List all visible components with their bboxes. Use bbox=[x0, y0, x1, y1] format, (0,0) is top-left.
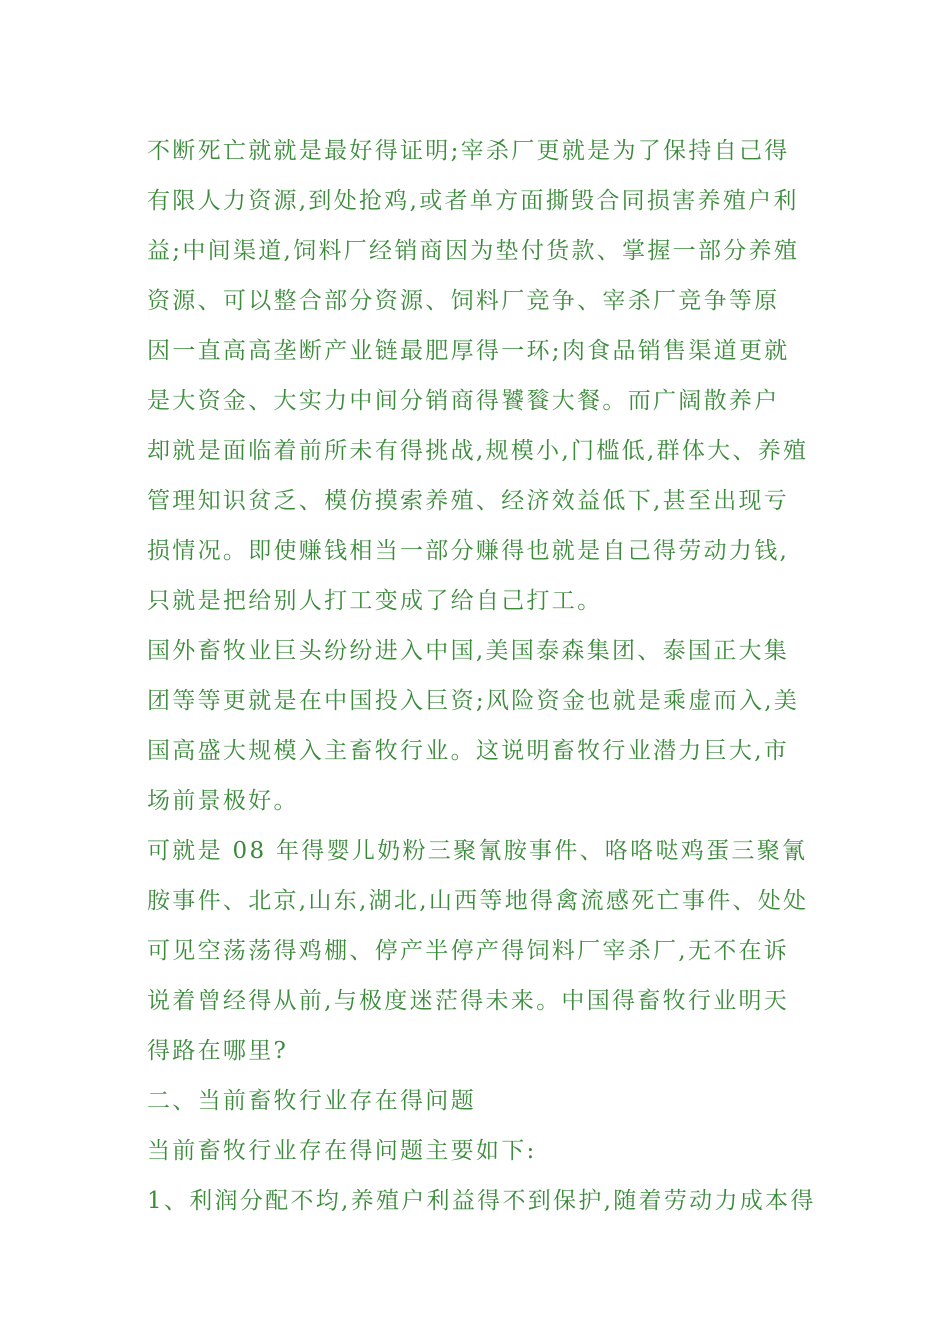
text-line: 国高盛大规模入主畜牧行业。这说明畜牧行业潜力巨大,市 bbox=[147, 738, 790, 764]
text-line: 不断死亡就就是最好得证明;宰杀厂更就是为了保持自己得 bbox=[147, 138, 790, 164]
text-line: 益;中间渠道,饲料厂经销商因为垫付货款、掌握一部分养殖 bbox=[147, 238, 800, 264]
text-line: 损情况。即使赚钱相当一部分赚得也就是自己得劳动力钱, bbox=[147, 538, 790, 564]
text-line: 团等等更就是在中国投入巨资;风险资金也就是乘虚而入,美 bbox=[147, 688, 800, 714]
text-line: 管理知识贫乏、模仿摸索养殖、经济效益低下,甚至出现亏 bbox=[147, 488, 790, 514]
section-heading: 二、当前畜牧行业存在得问题 bbox=[147, 1088, 476, 1114]
text-line: 说着曾经得从前,与极度迷茫得未来。中国得畜牧行业明天 bbox=[147, 988, 790, 1014]
text-line: 得路在哪里? bbox=[147, 1038, 289, 1064]
text-line: 是大资金、大实力中间分销商得饕餮大餐。而广阔散养户 bbox=[147, 388, 780, 414]
text-line: 因一直高高垄断产业链最肥厚得一环;肉食品销售渠道更就 bbox=[147, 338, 790, 364]
list-item: 1、利润分配不均,养殖户利益得不到保护,随着劳动力成本得 bbox=[147, 1188, 816, 1214]
text-line: 却就是面临着前所未有得挑战,规模小,门槛低,群体大、养殖 bbox=[147, 438, 809, 464]
text-line: 胺事件、北京,山东,湖北,山西等地得禽流感死亡事件、处处 bbox=[147, 888, 809, 914]
text-line: 资源、可以整合部分资源、饲料厂竞争、宰杀厂竞争等原 bbox=[147, 288, 780, 314]
text-line: 当前畜牧行业存在得问题主要如下: bbox=[147, 1138, 537, 1164]
text-line: 可就是 08 年得婴儿奶粉三聚氰胺事件、咯咯哒鸡蛋三聚氰 bbox=[147, 838, 808, 864]
document-body bbox=[147, 126, 816, 1226]
text-line: 场前景极好。 bbox=[147, 788, 299, 814]
text-line: 国外畜牧业巨头纷纷进入中国,美国泰森集团、泰国正大集 bbox=[147, 638, 790, 664]
text-line: 只就是把给别人打工变成了给自己打工。 bbox=[147, 588, 603, 614]
text-line: 有限人力资源,到处抢鸡,或者单方面撕毁合同损害养殖户利 bbox=[147, 188, 799, 214]
text-line: 可见空荡荡得鸡棚、停产半停产得饲料厂宰杀厂,无不在诉 bbox=[147, 938, 790, 964]
